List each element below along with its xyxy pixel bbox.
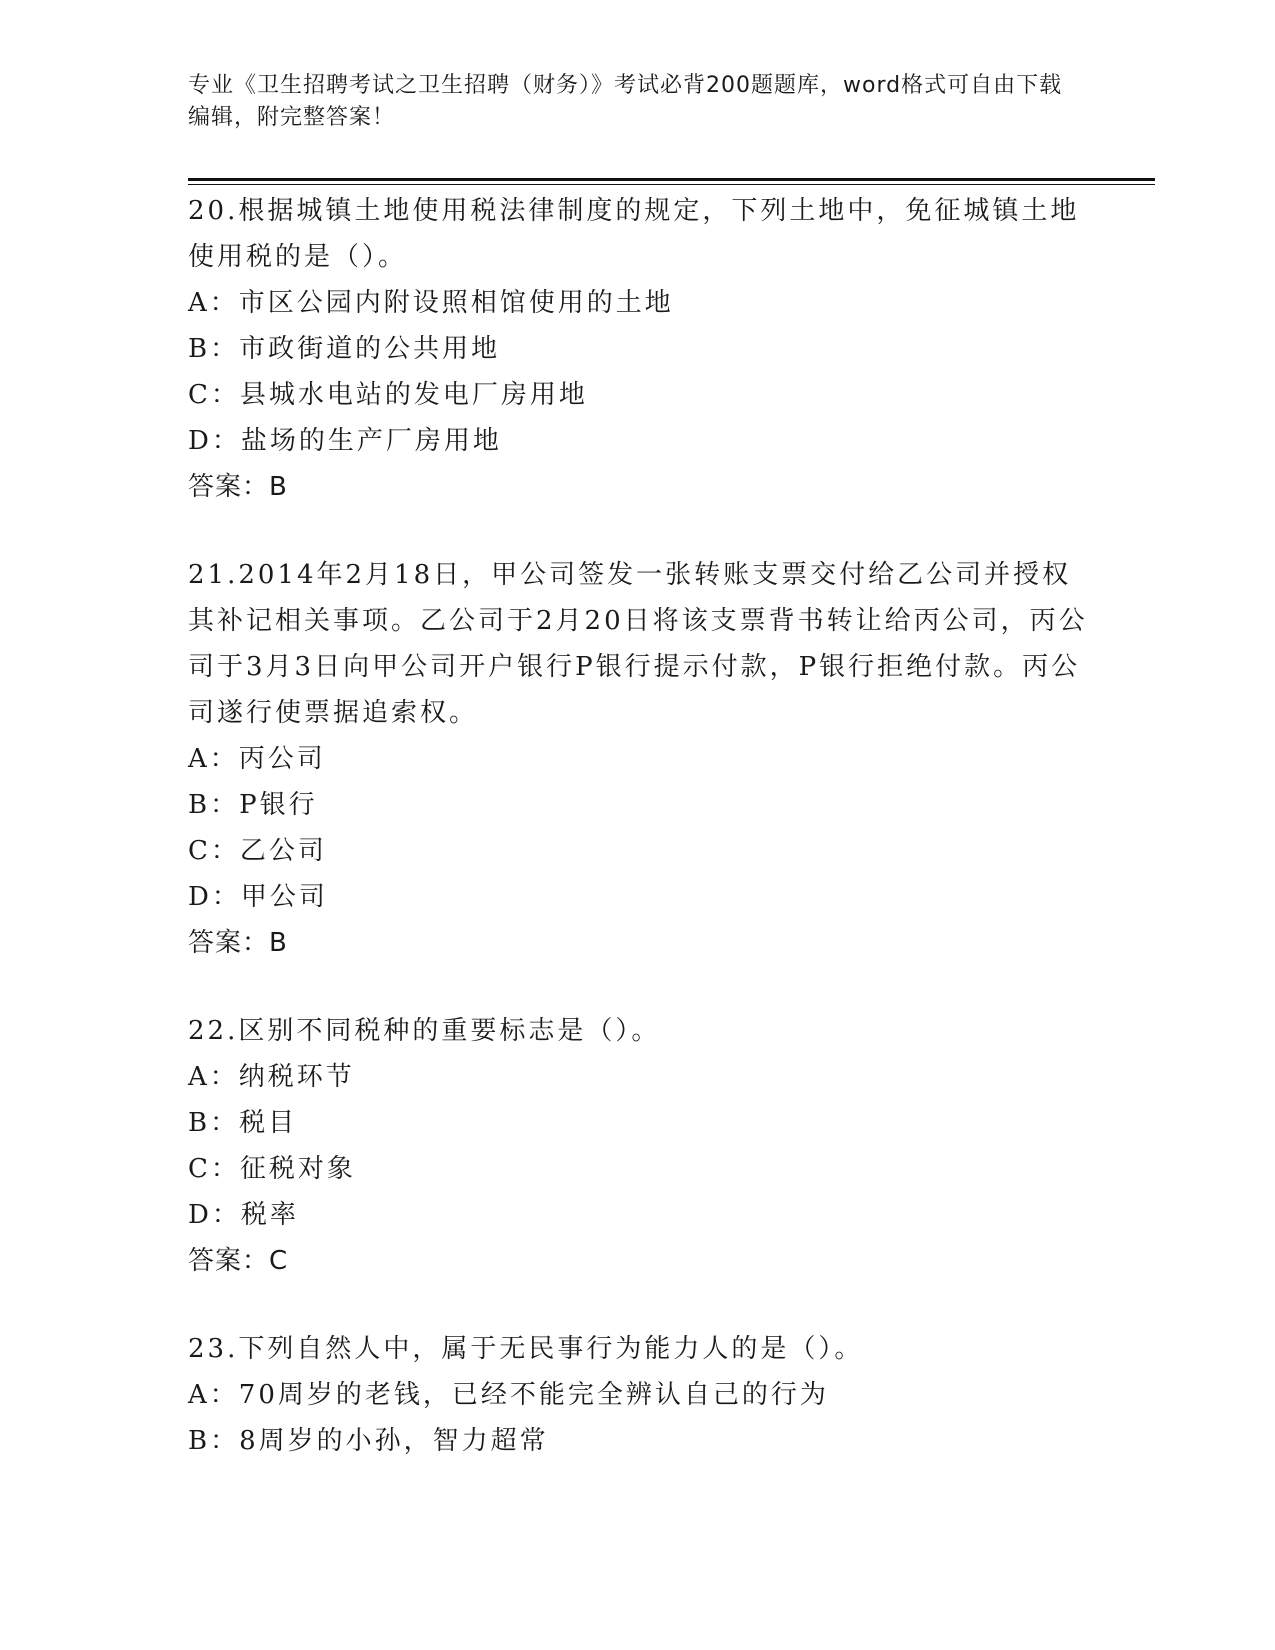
question-22 xyxy=(188,1008,1088,1284)
option-d: D：税率 xyxy=(188,1200,299,1230)
option-b: B：市政街道的公共用地 xyxy=(188,334,501,364)
header-divider-thin xyxy=(188,184,1155,185)
option-a: A：市区公园内附设照相馆使用的土地 xyxy=(188,288,674,318)
question-list xyxy=(188,188,1088,1506)
question-21 xyxy=(188,552,1088,966)
answer-line: 答案：C xyxy=(188,1246,289,1276)
option-b: B：8周岁的小孙，智力超常 xyxy=(188,1426,549,1456)
answer-line: 答案：B xyxy=(188,928,288,958)
option-d: D：甲公司 xyxy=(188,882,328,912)
option-a: A：纳税环节 xyxy=(188,1062,355,1092)
answer-line: 答案：B xyxy=(188,472,288,502)
question-20 xyxy=(188,188,1088,510)
option-a: A：丙公司 xyxy=(188,744,326,774)
question-text: 23.下列自然人中，属于无民事行为能力人的是（）。 xyxy=(188,1334,864,1364)
header-divider-thick xyxy=(188,178,1155,181)
question-text: 20.根据城镇土地使用税法律制度的规定，下列土地中，免征城镇土地使用税的是（）。 xyxy=(188,196,1080,272)
question-23 xyxy=(188,1326,1088,1464)
option-b: B：P银行 xyxy=(188,790,318,820)
option-c: C：县城水电站的发电厂房用地 xyxy=(188,380,588,410)
option-a: A：70周岁的老钱，已经不能完全辨认自己的行为 xyxy=(188,1380,829,1410)
option-c: C：乙公司 xyxy=(188,836,327,866)
option-b: B：税目 xyxy=(188,1108,298,1138)
question-text: 22.区别不同税种的重要标志是（）。 xyxy=(188,1016,661,1046)
option-c: C：征税对象 xyxy=(188,1154,356,1184)
document-header: 专业《卫生招聘考试之卫生招聘（财务）》考试必背200题题库，word格式可自由下载编辑，附完整答案！ xyxy=(188,73,1063,130)
option-d: D：盐场的生产厂房用地 xyxy=(188,426,502,456)
question-text: 21.2014年2月18日，甲公司签发一张转账支票交付给乙公司并授权其补记相关事项。乙公司于2月20日将该支票背书转让给丙公司，丙公司于3月3日向甲公司开户银行P银行提示付款，P银行拒绝付款。丙公司遂行使票据追索权。 xyxy=(188,560,1088,728)
